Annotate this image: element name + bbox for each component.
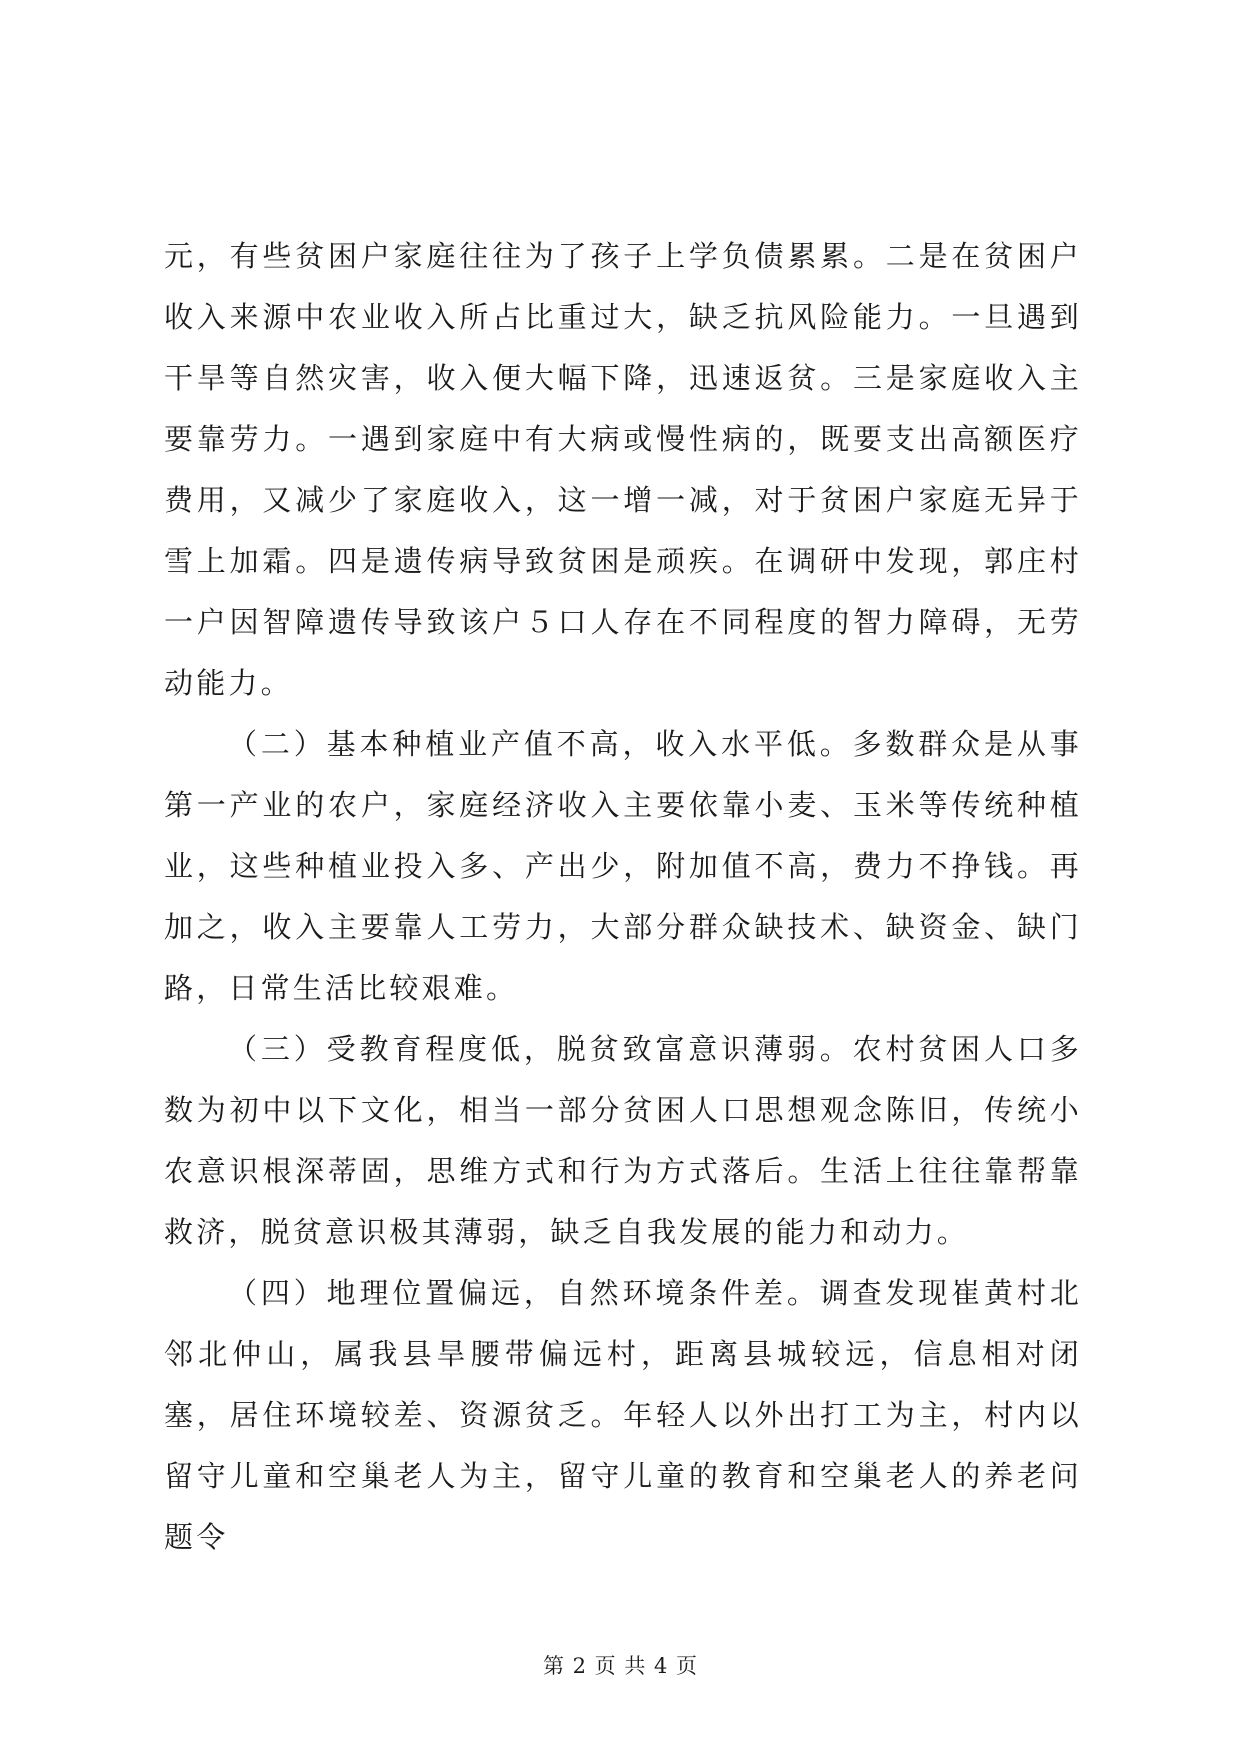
paragraph-1: 元，有些贫困户家庭往往为了孩子上学负债累累。二是在贫困户收入来源中农业收入所占比重过大，缺乏抗风险能力。一旦遇到干旱等自然灾害，收入便大幅下降，迅速返贫。三是家庭收入主要靠劳力。一遇到家庭中有大病或慢性病的，既要支出高额医疗费用，又减少了家庭收入，这一增一减，对于贫困户家庭无异于雪上加霜。四是遗传病导致贫困是顽疾。在调研中发现，郭庄村一户因智障遗传导致该户５口人存在不同程度的智力障碍，无劳动能力。 <box>164 239 1082 700</box>
paragraph-4-section-four: （四）地理位置偏远，自然环境条件差。调查发现崔黄村北邻北仲山，属我县旱腰带偏远村，距离县城较远，信息相对闭塞，居住环境较差、资源贫乏。年轻人以外出打工为主，村内以留守儿童和空巢老人为主，留守儿童的教育和空巢老人的养老问题令 <box>164 1276 1082 1554</box>
paragraph-2-section-two: （二）基本种植业产值不高，收入水平低。多数群众是从事第一产业的农户，家庭经济收入主要依靠小麦、玉米等传统种植业，这些种植业投入多、产出少，附加值不高，费力不挣钱。再加之，收入主要靠人工劳力，大部分群众缺技术、缺资金、缺门路，日常生活比较艰难。 <box>164 727 1082 1005</box>
paragraph-3-section-three: （三）受教育程度低，脱贫致富意识薄弱。农村贫困人口多数为初中以下文化，相当一部分贫困人口思想观念陈旧，传统小农意识根深蒂固，思维方式和行为方式落后。生活上往往靠帮靠救济，脱贫意识极其薄弱，缺乏自我发展的能力和动力。 <box>164 1032 1082 1249</box>
page-number-footer: 第 2 页 共 4 页 <box>542 1654 699 1678</box>
document-body <box>164 226 1082 1568</box>
